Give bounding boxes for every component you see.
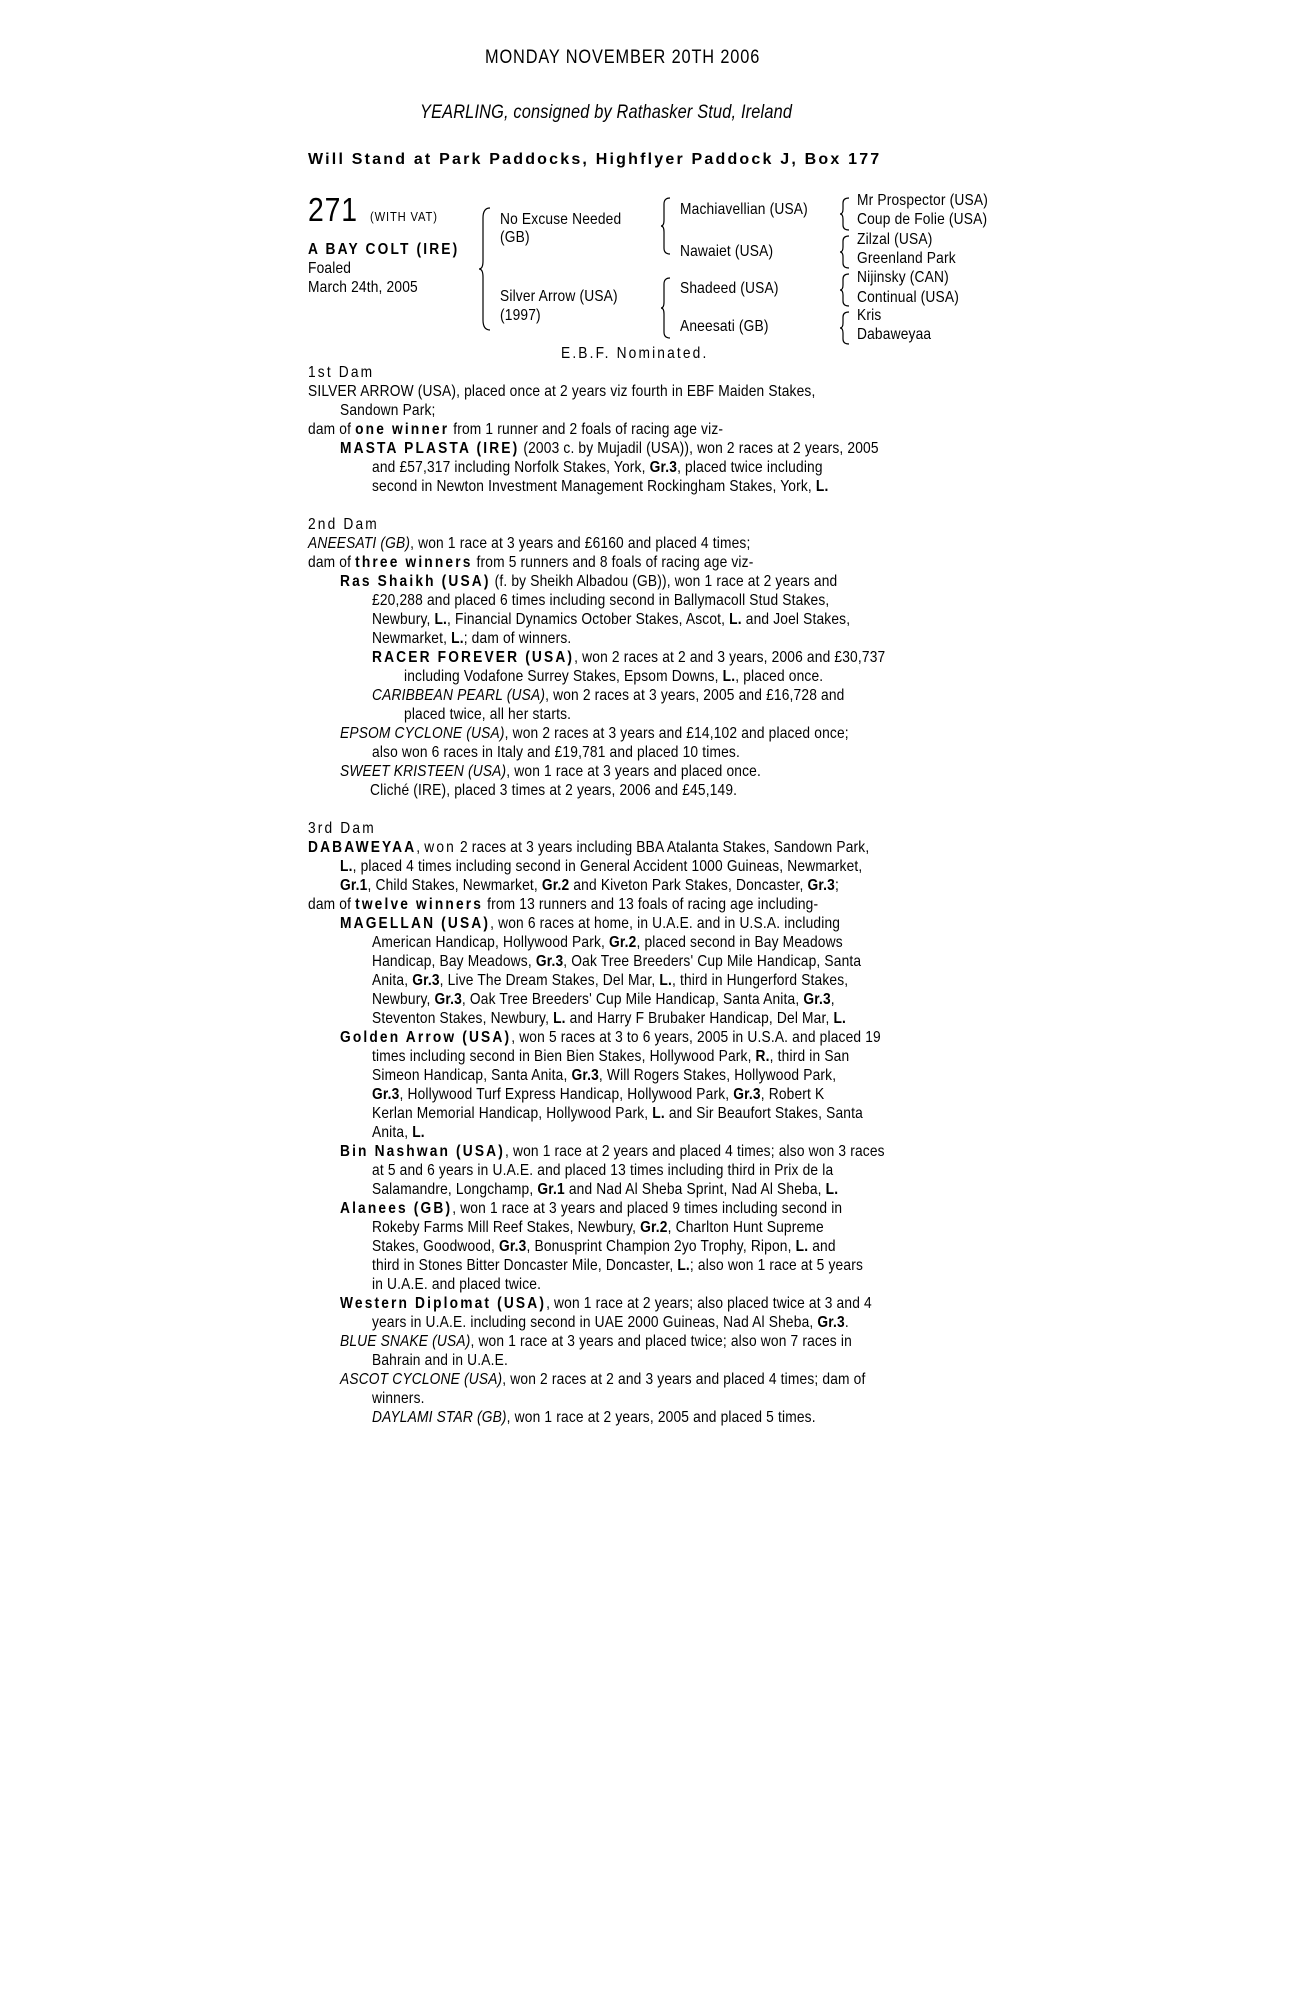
sire-dam: Nawaiet (USA) bbox=[680, 243, 774, 260]
progeny-entry-line: Anita, L. bbox=[372, 1124, 425, 1141]
foaled-date: March 24th, 2005 bbox=[308, 279, 418, 296]
progeny-entry-line: Newbury, L., Financial Dynamics October Stakes, Ascot, L. and Joel Stakes, bbox=[372, 611, 851, 628]
sale-date: MONDAY NOVEMBER 20TH 2006 bbox=[485, 47, 761, 68]
dam-sire-sire: Nijinsky (CAN) bbox=[857, 269, 949, 286]
pedigree-brace-ss bbox=[839, 196, 851, 232]
progeny-entry-line: Handicap, Bay Meadows, Gr.3, Oak Tree Breeders' Cup Mile Handicap, Santa bbox=[372, 953, 862, 970]
progeny-entry-line: Kerlan Memorial Handicap, Hollywood Park, L. and Sir Beaufort Stakes, Santa bbox=[372, 1105, 863, 1122]
progeny-entry: BLUE SNAKE (USA), won 1 race at 3 years and placed twice; also won 7 races in bbox=[340, 1333, 852, 1350]
progeny-entry-line: winners. bbox=[372, 1390, 425, 1407]
pedigree-brace-dd bbox=[839, 310, 851, 346]
second-dam-line: dam of three winners from 5 runners and 8 foals of racing age viz- bbox=[308, 554, 754, 571]
dam-sire-dam: Continual (USA) bbox=[857, 289, 960, 306]
progeny-entry-line: Simeon Handicap, Santa Anita, Gr.3, Will Rogers Stakes, Hollywood Park, bbox=[372, 1067, 837, 1084]
progeny-entry-line: American Handicap, Hollywood Park, Gr.2, placed second in Bay Meadows bbox=[372, 934, 843, 951]
lot-number: 271 bbox=[308, 191, 358, 228]
progeny-entry-line: second in Newton Investment Management Rockingham Stakes, York, L. bbox=[372, 478, 829, 495]
foaled-label: Foaled bbox=[308, 260, 352, 277]
first-dam-line: dam of one winner from 1 runner and 2 foals of racing age viz- bbox=[308, 421, 724, 438]
pedigree-brace-ds bbox=[839, 272, 851, 308]
progeny-entry-line: in U.A.E. and placed twice. bbox=[372, 1276, 542, 1293]
progeny-entry: RACER FOREVER (USA), won 2 races at 2 and 3 years, 2006 and £30,737 bbox=[372, 649, 886, 666]
progeny-entry-line: Steventon Stakes, Newbury, L. and Harry F Brubaker Handicap, Del Mar, L. bbox=[372, 1010, 847, 1027]
pedigree-brace-dam bbox=[660, 276, 672, 340]
progeny-entry: Bin Nashwan (USA), won 1 race at 2 years and placed 4 times; also won 3 races bbox=[340, 1143, 885, 1160]
ebf-note: E.B.F. Nominated. bbox=[561, 345, 709, 362]
progeny-entry: CARIBBEAN PEARL (USA), won 2 races at 3 years, 2005 and £16,728 and bbox=[372, 687, 845, 704]
dam-line2: (1997) bbox=[500, 307, 541, 324]
sire-sire: Machiavellian (USA) bbox=[680, 201, 808, 218]
progeny-entry: Ras Shaikh (USA) (f. by Sheikh Albadou (GB)), won 1 race at 2 years and bbox=[340, 573, 838, 590]
pedigree-brace-main bbox=[478, 206, 492, 332]
pedigree-brace-sd bbox=[839, 234, 851, 270]
progeny-entry-line: years in U.A.E. including second in UAE 2000 Guineas, Nad Al Sheba, Gr.3. bbox=[372, 1314, 849, 1331]
progeny-entry-line: £20,288 and placed 6 times including second in Ballymacoll Stud Stakes, bbox=[372, 592, 830, 609]
third-dam-heading: 3rd Dam bbox=[308, 820, 376, 837]
pedigree-brace-sire bbox=[660, 196, 672, 256]
stand-location: Will Stand at Park Paddocks, Highflyer Paddock J, Box 177 bbox=[308, 151, 882, 168]
progeny-entry-line: Gr.3, Hollywood Turf Express Handicap, Hollywood Park, Gr.3, Robert K bbox=[372, 1086, 825, 1103]
dam-line1: Silver Arrow (USA) bbox=[500, 288, 618, 305]
progeny-entry: MAGELLAN (USA), won 6 races at home, in U.A.E. and in U.S.A. including bbox=[340, 915, 841, 932]
dam-dam-sire: Kris bbox=[857, 307, 882, 324]
progeny-entry-line: Newmarket, L.; dam of winners. bbox=[372, 630, 572, 647]
third-dam-line: L., placed 4 times including second in General Accident 1000 Guineas, Newmarket, bbox=[340, 858, 863, 875]
progeny-entry: ASCOT CYCLONE (USA), won 2 races at 2 and 3 years and placed 4 times; dam of bbox=[340, 1371, 866, 1388]
sire-line1: No Excuse Needed bbox=[500, 211, 622, 228]
second-dam-line: ANEESATI (GB), won 1 race at 3 years and £6160 and placed 4 times; bbox=[308, 535, 751, 552]
sire-line2: (GB) bbox=[500, 229, 530, 246]
progeny-entry: MASTA PLASTA (IRE) (2003 c. by Mujadil (USA)), won 2 races at 2 years, 2005 bbox=[340, 440, 879, 457]
dam-sire: Shadeed (USA) bbox=[680, 280, 779, 297]
progeny-entry-line: Rokeby Farms Mill Reef Stakes, Newbury, Gr.2, Charlton Hunt Supreme bbox=[372, 1219, 824, 1236]
consignment-line: YEARLING, consigned by Rathasker Stud, Ireland bbox=[420, 102, 793, 123]
progeny-entry-line: Bahrain and in U.A.E. bbox=[372, 1352, 508, 1369]
progeny-entry: EPSOM CYCLONE (USA), won 2 races at 3 years and £14,102 and placed once; bbox=[340, 725, 849, 742]
progeny-entry: Golden Arrow (USA), won 5 races at 3 to 6 years, 2005 in U.S.A. and placed 19 bbox=[340, 1029, 881, 1046]
vat-note: (WITH VAT) bbox=[370, 209, 438, 224]
progeny-entry-line: including Vodafone Surrey Stakes, Epsom Downs, L., placed once. bbox=[404, 668, 824, 685]
second-dam-heading: 2nd Dam bbox=[308, 516, 379, 533]
progeny-entry-line: placed twice, all her starts. bbox=[404, 706, 572, 723]
progeny-entry: Alanees (GB), won 1 race at 3 years and placed 9 times including second in bbox=[340, 1200, 843, 1217]
first-dam-line: SILVER ARROW (USA), placed once at 2 years viz fourth in EBF Maiden Stakes, bbox=[308, 383, 816, 400]
first-dam-line: Sandown Park; bbox=[340, 402, 436, 419]
progeny-entry-line: Newbury, Gr.3, Oak Tree Breeders' Cup Mile Handicap, Santa Anita, Gr.3, bbox=[372, 991, 835, 1008]
third-dam-line: DABAWEYAA, won 2 races at 3 years including BBA Atalanta Stakes, Sandown Park, bbox=[308, 839, 870, 856]
progeny-entry: Western Diplomat (USA), won 1 race at 2 years; also placed twice at 3 and 4 bbox=[340, 1295, 872, 1312]
horse-name: A BAY COLT (IRE) bbox=[308, 241, 460, 258]
sire-dam-sire: Zilzal (USA) bbox=[857, 231, 933, 248]
progeny-entry: DAYLAMI STAR (GB), won 1 race at 2 years, 2005 and placed 5 times. bbox=[372, 1409, 816, 1426]
third-dam-line: Gr.1, Child Stakes, Newmarket, Gr.2 and Kiveton Park Stakes, Doncaster, Gr.3; bbox=[340, 877, 839, 894]
sire-dam-dam: Greenland Park bbox=[857, 250, 956, 267]
third-dam-line: dam of twelve winners from 13 runners and 13 foals of racing age including- bbox=[308, 896, 819, 913]
dam-dam-dam: Dabaweyaa bbox=[857, 326, 932, 343]
progeny-entry-line: Salamandre, Longchamp, Gr.1 and Nad Al Sheba Sprint, Nad Al Sheba, L. bbox=[372, 1181, 839, 1198]
sire-sire-sire: Mr Prospector (USA) bbox=[857, 192, 988, 209]
sire-sire-dam: Coup de Folie (USA) bbox=[857, 211, 988, 228]
progeny-entry-line: third in Stones Bitter Doncaster Mile, Doncaster, L.; also won 1 race at 5 years bbox=[372, 1257, 864, 1274]
progeny-entry-line: times including second in Bien Bien Stakes, Hollywood Park, R., third in San bbox=[372, 1048, 850, 1065]
progeny-entry-line: Stakes, Goodwood, Gr.3, Bonusprint Champion 2yo Trophy, Ripon, L. and bbox=[372, 1238, 836, 1255]
progeny-entry-line: at 5 and 6 years in U.A.E. and placed 13 times including third in Prix de la bbox=[372, 1162, 834, 1179]
first-dam-heading: 1st Dam bbox=[308, 364, 375, 381]
progeny-entry-line: and £57,317 including Norfolk Stakes, York, Gr.3, placed twice including bbox=[372, 459, 823, 476]
progeny-entry: SWEET KRISTEEN (USA), won 1 race at 3 years and placed once. bbox=[340, 763, 762, 780]
progeny-entry-line: Anita, Gr.3, Live The Dream Stakes, Del Mar, L., third in Hungerford Stakes, bbox=[372, 972, 849, 989]
progeny-entry: Cliché (IRE), placed 3 times at 2 years, 2006 and £45,149. bbox=[370, 782, 738, 799]
dam-dam: Aneesati (GB) bbox=[680, 318, 769, 335]
progeny-entry-line: also won 6 races in Italy and £19,781 and placed 10 times. bbox=[372, 744, 740, 761]
